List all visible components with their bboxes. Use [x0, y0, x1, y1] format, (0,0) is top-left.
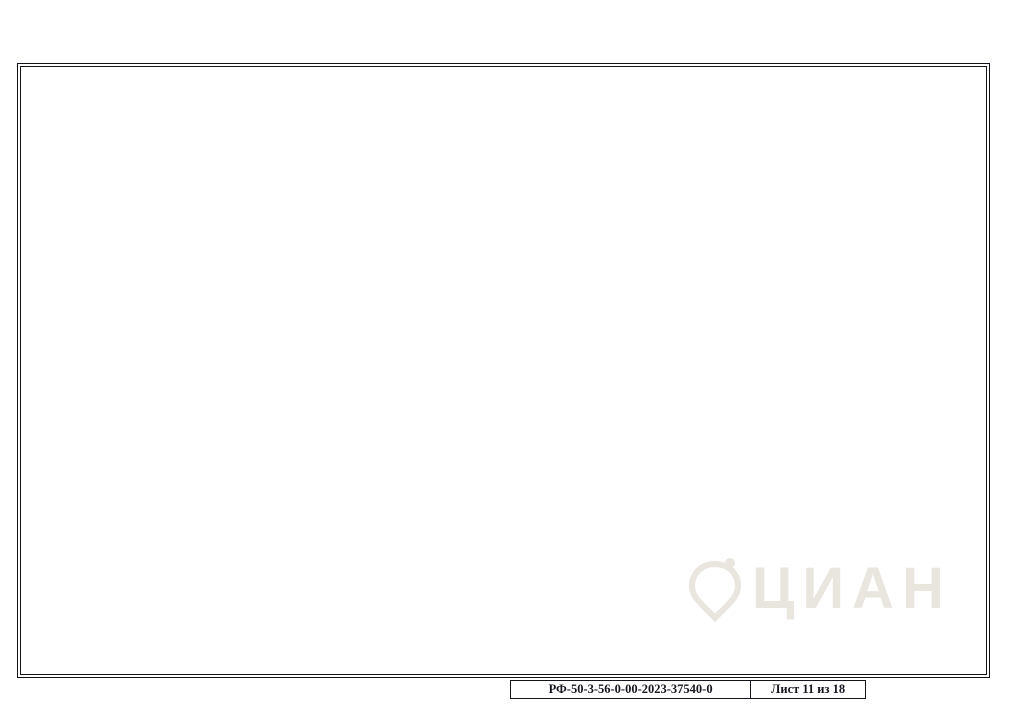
map-pin-icon — [686, 556, 744, 622]
footer-row — [511, 681, 866, 699]
watermark-text: ЦИАН — [752, 556, 952, 621]
footer-stamp — [510, 680, 866, 699]
sheet-number-cell: Лист 11 из 18 — [751, 681, 866, 699]
doc-number-cell: РФ-50-3-56-0-00-2023-37540-0 — [511, 681, 751, 699]
cian-watermark — [686, 556, 952, 622]
